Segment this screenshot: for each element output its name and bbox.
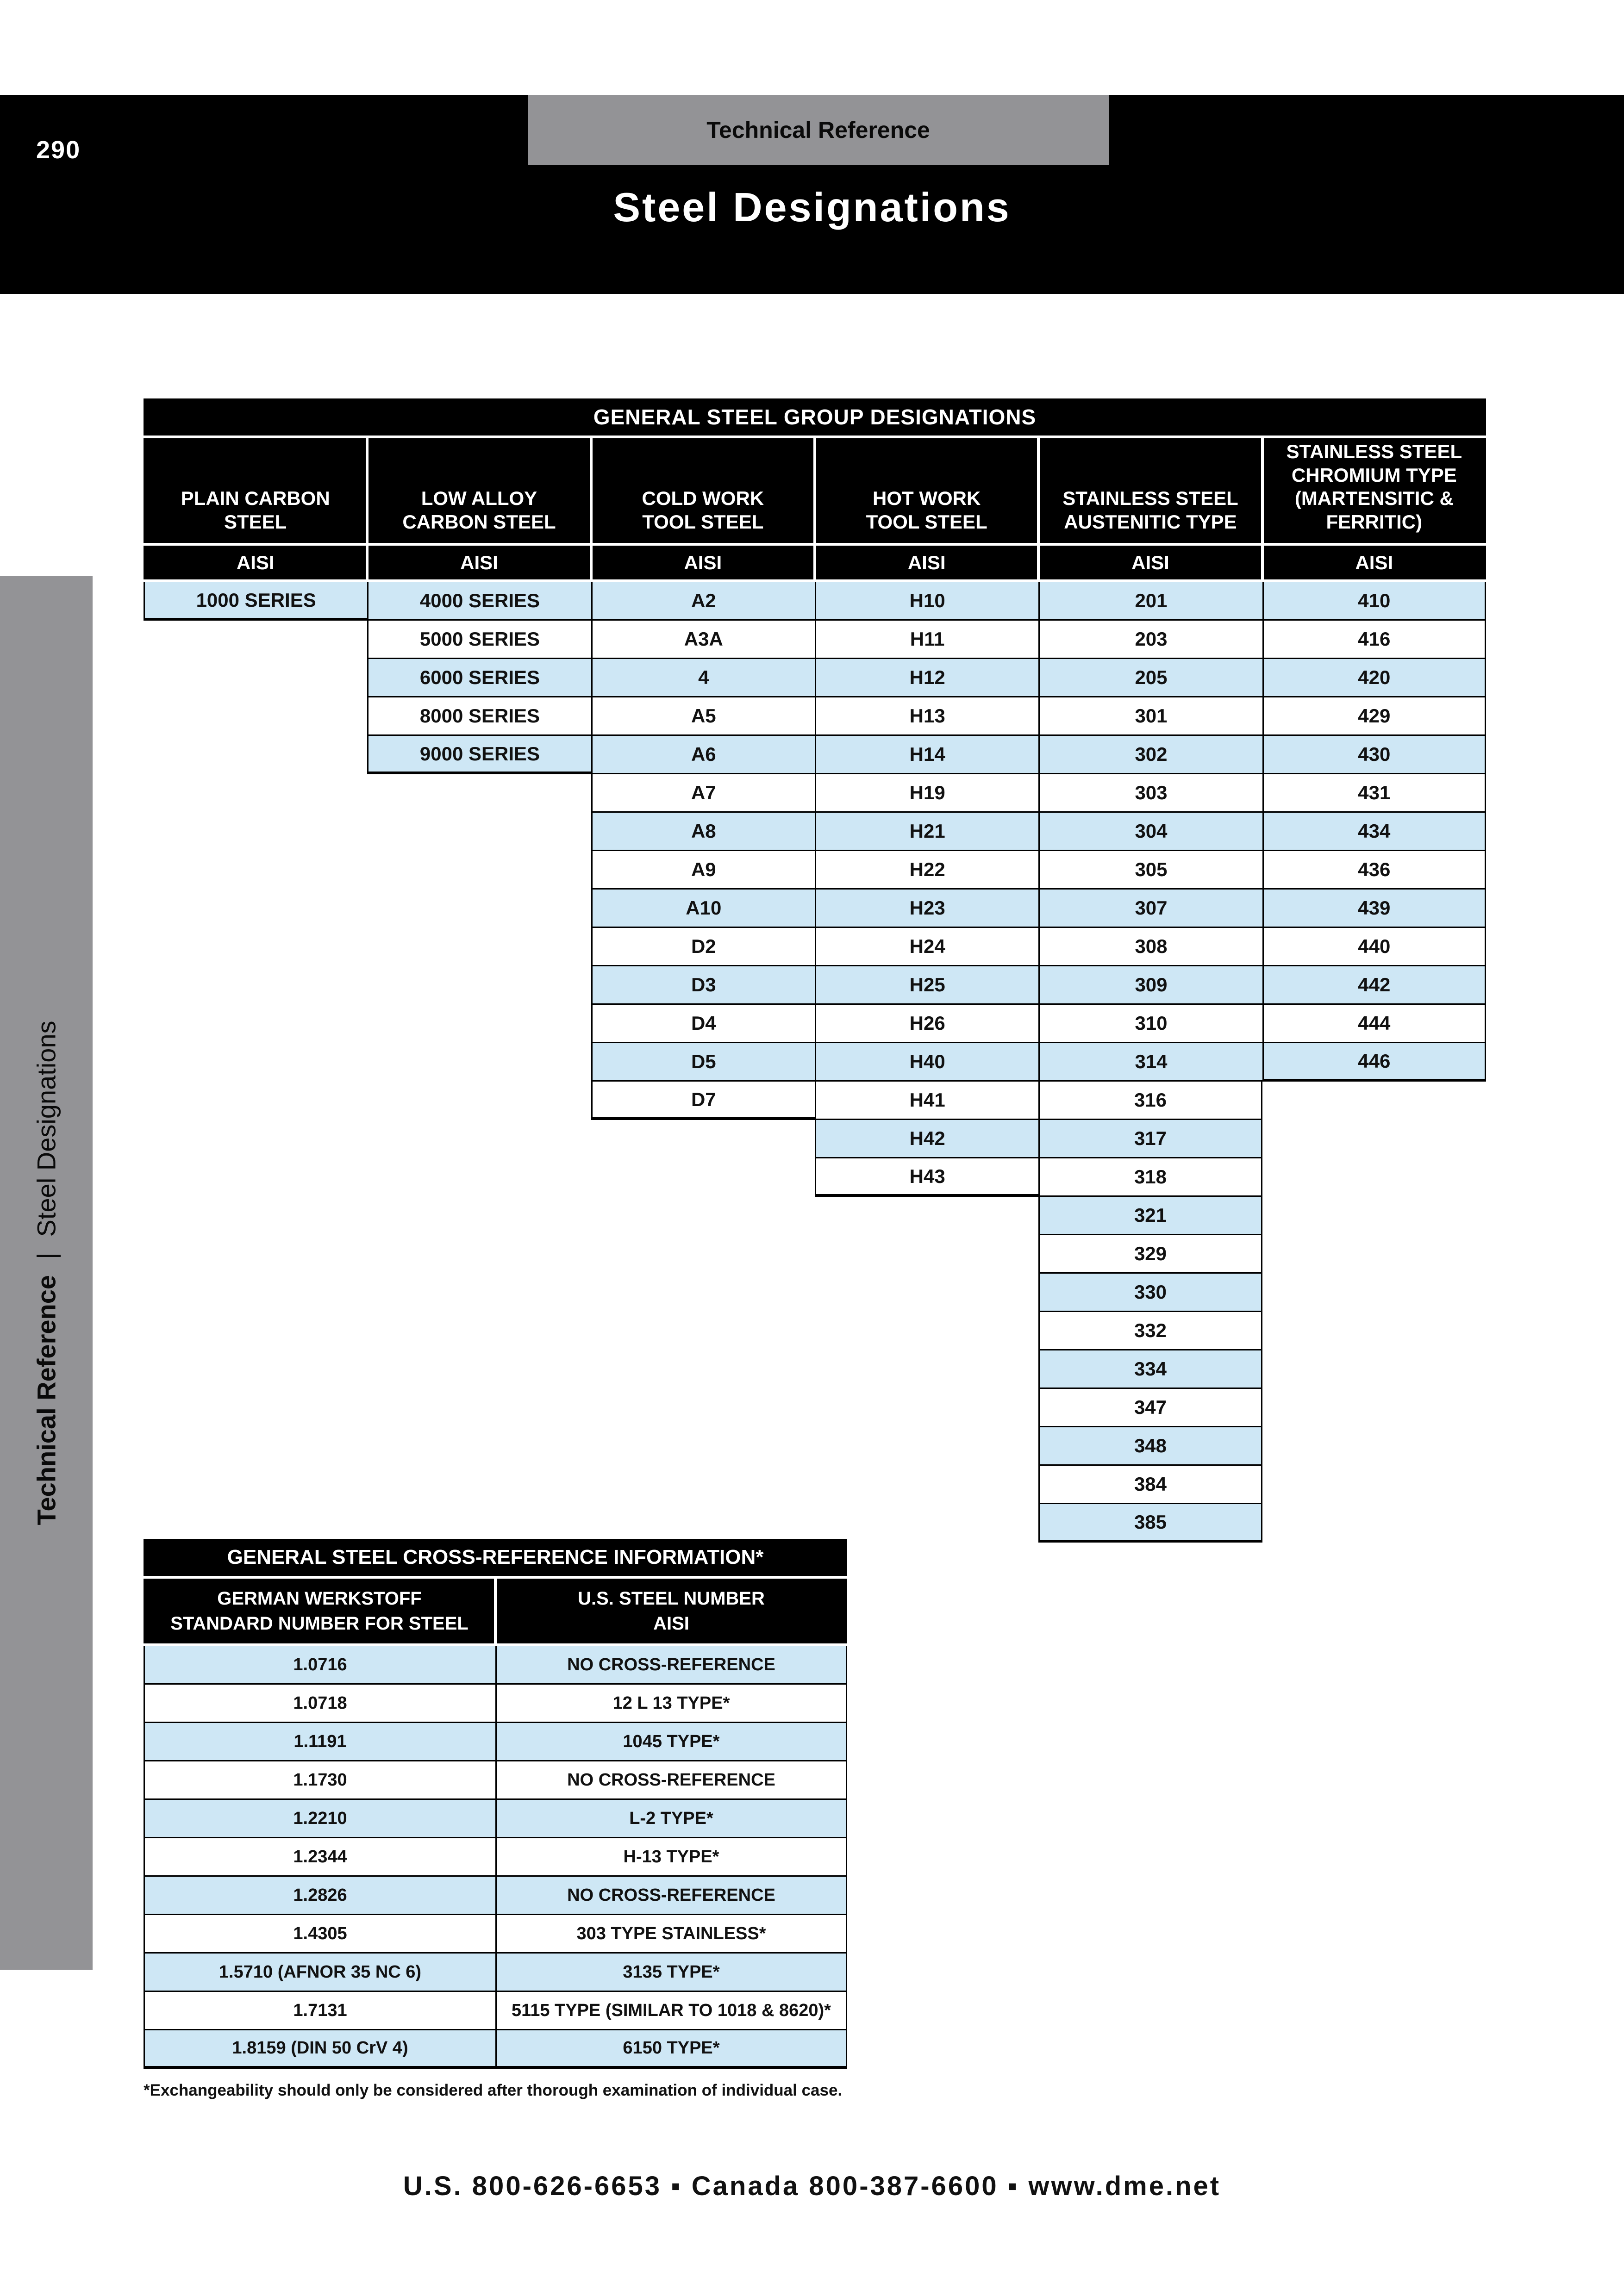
sidebar-page-label: Steel Designations xyxy=(31,1020,61,1237)
header-separator-line xyxy=(813,438,816,579)
table-cell: H41 xyxy=(815,1082,1038,1120)
xref-column-header-1: U.S. STEEL NUMBER AISI xyxy=(578,1588,765,1634)
column-header-0: PLAIN CARBON STEEL xyxy=(181,487,330,533)
table-cell: 307 xyxy=(1038,890,1262,928)
table-cell: 385 xyxy=(1038,1504,1262,1543)
table-cell: L-2 TYPE* xyxy=(495,1800,847,1838)
table-cell: A3A xyxy=(591,621,815,659)
header-separator-line xyxy=(1261,438,1264,579)
table-cell: 1.4305 xyxy=(144,1915,495,1954)
table-cell: 303 xyxy=(1038,774,1262,813)
header-separator-line xyxy=(366,438,369,579)
table-cell: D7 xyxy=(591,1082,815,1120)
table-cell: 303 TYPE STAINLESS* xyxy=(495,1915,847,1954)
table-cell: D3 xyxy=(591,966,815,1005)
header-separator-line xyxy=(494,1579,497,1643)
table-cell: A9 xyxy=(591,851,815,890)
table-cell: 329 xyxy=(1038,1235,1262,1274)
page-title: Steel Designations xyxy=(613,184,1011,230)
table-cell: H24 xyxy=(815,928,1038,966)
table-cell: H26 xyxy=(815,1005,1038,1043)
table-cell: A8 xyxy=(591,813,815,851)
data-column-0 xyxy=(144,582,367,621)
table-cell: H25 xyxy=(815,966,1038,1005)
table-cell: H11 xyxy=(815,621,1038,659)
aisi-subheader-3: AISI xyxy=(907,551,946,573)
table-cell: 334 xyxy=(1038,1350,1262,1389)
aisi-subheader-4: AISI xyxy=(1131,551,1169,573)
column-header-5: STAINLESS STEEL CHROMIUM TYPE (MARTENSITIC & FERRITIC) xyxy=(1286,441,1462,533)
table-cell: H43 xyxy=(815,1158,1038,1197)
table-cell: H-13 TYPE* xyxy=(495,1838,847,1877)
table-cell: 5115 TYPE (SIMILAR TO 1018 & 8620)* xyxy=(495,1992,847,2030)
table-cell: 1.0716 xyxy=(144,1646,495,1685)
table-cell: 316 xyxy=(1038,1082,1262,1120)
sidebar-vertical-text xyxy=(31,1020,62,1525)
data-column-4 xyxy=(1038,582,1262,1543)
table-cell: 410 xyxy=(1262,582,1486,621)
sidebar-section-label: Technical Reference xyxy=(31,1275,61,1525)
table-cell: H23 xyxy=(815,890,1038,928)
table-cell: 1.2826 xyxy=(144,1877,495,1915)
table-cell: 1.8159 (DIN 50 CrV 4) xyxy=(144,2030,495,2069)
table-cell: 5000 SERIES xyxy=(367,621,591,659)
table-cell: 1.0718 xyxy=(144,1685,495,1723)
cross-reference-table xyxy=(144,1539,847,2069)
table-cell: A5 xyxy=(591,697,815,736)
table-cell: 12 L 13 TYPE* xyxy=(495,1685,847,1723)
section-tab-label: Technical Reference xyxy=(706,117,930,143)
table-cell: 4000 SERIES xyxy=(367,582,591,621)
table-cell: A6 xyxy=(591,736,815,774)
table-cell: 1000 SERIES xyxy=(144,582,367,621)
table-cell: 1.7131 xyxy=(144,1992,495,2030)
table-cell: 332 xyxy=(1038,1312,1262,1350)
sidebar-separator: | xyxy=(31,1252,61,1259)
page-number: 290 xyxy=(36,136,81,164)
table-cell: 330 xyxy=(1038,1274,1262,1312)
table-cell: 1.1730 xyxy=(144,1761,495,1800)
table-cell: 304 xyxy=(1038,813,1262,851)
table-cell: 444 xyxy=(1262,1005,1486,1043)
table-cell: D4 xyxy=(591,1005,815,1043)
table-cell: 314 xyxy=(1038,1043,1262,1082)
table-cell: 318 xyxy=(1038,1158,1262,1197)
table-cell: A2 xyxy=(591,582,815,621)
table-cell: 429 xyxy=(1262,697,1486,736)
aisi-subheader-2: AISI xyxy=(684,551,722,573)
table-cell: 436 xyxy=(1262,851,1486,890)
table-cell: 347 xyxy=(1038,1389,1262,1427)
footer-contact-line: U.S. 800-626-6653 ▪ Canada 800-387-6600 ▪ www.dme.net xyxy=(403,2171,1221,2201)
table-cell: 301 xyxy=(1038,697,1262,736)
column-header-4: STAINLESS STEEL AUSTENITIC TYPE xyxy=(1062,487,1238,533)
table-cell: D2 xyxy=(591,928,815,966)
table-cell: 416 xyxy=(1262,621,1486,659)
table-cell: 205 xyxy=(1038,659,1262,697)
table-cell: 1.1191 xyxy=(144,1723,495,1761)
table-cell: A10 xyxy=(591,890,815,928)
table-cell: 310 xyxy=(1038,1005,1262,1043)
table-cell: H40 xyxy=(815,1043,1038,1082)
table-cell: NO CROSS-REFERENCE xyxy=(495,1877,847,1915)
table-cell: H10 xyxy=(815,582,1038,621)
column-header-1: LOW ALLOY CARBON STEEL xyxy=(402,487,556,533)
table-cell: 1.2344 xyxy=(144,1838,495,1877)
table-cell: 302 xyxy=(1038,736,1262,774)
data-column-2 xyxy=(591,582,815,1120)
table-cell: 439 xyxy=(1262,890,1486,928)
table-cell: 1045 TYPE* xyxy=(495,1723,847,1761)
table-cell: H21 xyxy=(815,813,1038,851)
table-cell: 442 xyxy=(1262,966,1486,1005)
table-cell: 308 xyxy=(1038,928,1262,966)
table-cell: 201 xyxy=(1038,582,1262,621)
footnote: *Exchangeability should only be considered after thorough examination of individual case. xyxy=(144,2081,843,2099)
table-cell: H22 xyxy=(815,851,1038,890)
table-cell: 8000 SERIES xyxy=(367,697,591,736)
aisi-subheader-1: AISI xyxy=(460,551,498,573)
table-cell: 1.5710 (AFNOR 35 NC 6) xyxy=(144,1954,495,1992)
table-cell: H42 xyxy=(815,1120,1038,1158)
table-cell: 203 xyxy=(1038,621,1262,659)
steel-group-table xyxy=(144,398,1486,1543)
data-column-5 xyxy=(1262,582,1486,1082)
table-cell: 431 xyxy=(1262,774,1486,813)
steel-group-table-title: GENERAL STEEL GROUP DESIGNATIONS xyxy=(144,398,1486,436)
table-cell: 434 xyxy=(1262,813,1486,851)
table-cell: 6150 TYPE* xyxy=(495,2030,847,2069)
column-header-3: HOT WORK TOOL STEEL xyxy=(866,487,987,533)
header-separator-line xyxy=(590,438,593,579)
table-cell: NO CROSS-REFERENCE xyxy=(495,1646,847,1685)
table-cell: 4 xyxy=(591,659,815,697)
data-column-3 xyxy=(815,582,1038,1197)
table-cell: 321 xyxy=(1038,1197,1262,1235)
table-cell: 348 xyxy=(1038,1427,1262,1466)
table-cell: H19 xyxy=(815,774,1038,813)
table-cell: 420 xyxy=(1262,659,1486,697)
table-cell: D5 xyxy=(591,1043,815,1082)
section-tab xyxy=(528,95,1109,165)
table-cell: 446 xyxy=(1262,1043,1486,1082)
table-cell: H14 xyxy=(815,736,1038,774)
aisi-subheader-0: AISI xyxy=(236,551,275,573)
xref-column-header-0: GERMAN WERKSTOFF STANDARD NUMBER FOR STEEL xyxy=(170,1588,468,1634)
table-cell: 384 xyxy=(1038,1466,1262,1504)
table-cell: H12 xyxy=(815,659,1038,697)
cross-reference-table-title: GENERAL STEEL CROSS-REFERENCE INFORMATION* xyxy=(144,1539,847,1576)
table-cell: 309 xyxy=(1038,966,1262,1005)
header-band xyxy=(0,95,1624,294)
table-cell: 440 xyxy=(1262,928,1486,966)
table-cell: 317 xyxy=(1038,1120,1262,1158)
table-cell: 1.2210 xyxy=(144,1800,495,1838)
table-cell: 430 xyxy=(1262,736,1486,774)
table-cell: 9000 SERIES xyxy=(367,736,591,774)
table-cell: A7 xyxy=(591,774,815,813)
table-cell: 6000 SERIES xyxy=(367,659,591,697)
table-cell: 305 xyxy=(1038,851,1262,890)
table-cell: H13 xyxy=(815,697,1038,736)
table-cell: 3135 TYPE* xyxy=(495,1954,847,1992)
header-separator-line xyxy=(1037,438,1040,579)
sidebar xyxy=(0,576,93,1970)
column-header-2: COLD WORK TOOL STEEL xyxy=(642,487,764,533)
data-column-1 xyxy=(367,582,591,774)
aisi-subheader-5: AISI xyxy=(1355,551,1393,573)
table-cell: NO CROSS-REFERENCE xyxy=(495,1761,847,1800)
